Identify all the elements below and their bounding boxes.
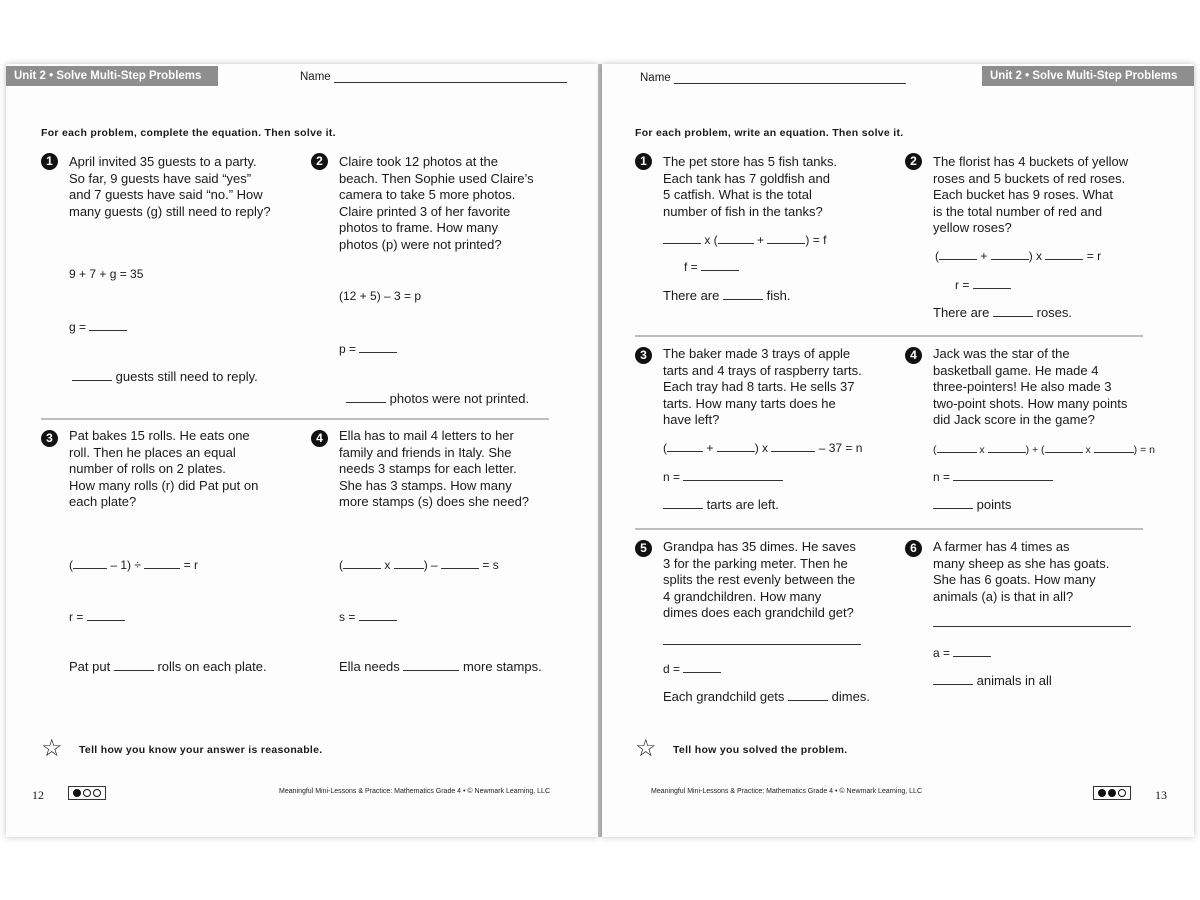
problem-text-line: camera to take 5 more photos.	[339, 187, 516, 203]
answer-blank[interactable]	[701, 260, 739, 271]
eq-part: +	[980, 249, 988, 263]
problem-number-4: 4	[905, 347, 922, 364]
problem-text-line: roses and 5 buckets of red roses.	[933, 170, 1126, 186]
instructions: For each problem, complete the equation. Then solve it.	[41, 127, 336, 139]
problem-5-text	[663, 539, 903, 622]
answer-blank[interactable]	[394, 558, 424, 569]
problem-1-equation: 9 + 7 + g = 35	[69, 267, 144, 281]
eq-part: x	[1085, 444, 1091, 456]
problem-text-line: tarts. How many tarts does he	[663, 395, 836, 411]
eq-part: ) x	[1028, 249, 1043, 263]
answer-blank[interactable]	[683, 662, 721, 673]
footer-copyright: Meaningful Mini-Lessons & Practice: Mathematics Grade 4 • © Newmark Learning, LLC	[279, 788, 551, 795]
problem-4-equation	[933, 442, 1155, 456]
problem-text-line: Jack was the star of the	[933, 346, 1070, 361]
sentence-text: rolls on each plate.	[157, 659, 267, 674]
eq-part: = s	[482, 558, 499, 572]
answer-variable: s =	[339, 610, 356, 624]
problem-3-answer	[663, 470, 783, 484]
problem-text-line: She has 3 stamps. How many	[339, 477, 512, 493]
sentence-text: tarts are left.	[706, 497, 779, 512]
problem-number-5: 5	[635, 540, 652, 557]
answer-variable: f =	[684, 260, 698, 274]
problem-text-line: yellow roses?	[933, 220, 1012, 236]
problem-text-line: How many rolls (r) did Pat put on	[69, 477, 259, 493]
problem-text-line: beach. Then Sophie used Claire’s	[339, 170, 534, 186]
answer-blank[interactable]	[767, 233, 805, 244]
eq-part: ) = n	[1133, 444, 1155, 456]
sentence-text: more stamps.	[462, 659, 542, 674]
problem-number-6: 6	[905, 540, 922, 557]
eq-part: – 1) ÷	[110, 558, 141, 572]
problem-1-answer	[69, 320, 127, 334]
problem-text-line: Each tray had 8 tarts. He sells 37	[663, 379, 855, 395]
problem-text-line: did Jack score in the game?	[933, 412, 1095, 428]
footer-copyright: Meaningful Mini-Lessons & Practice: Mathematics Grade 4 • © Newmark Learning, LLC	[651, 788, 923, 795]
problem-text-line: Grandpa has 35 dimes. He saves	[663, 539, 856, 554]
problem-1-answer	[684, 260, 739, 274]
problem-text-line: April invited 35 guests to a party.	[69, 154, 257, 169]
answer-blank[interactable]	[973, 278, 1011, 289]
sentence-text: Each grandchild gets	[663, 689, 785, 704]
answer-variable: n =	[663, 470, 681, 484]
problem-6-sentence	[933, 673, 1052, 688]
problem-4-text	[933, 346, 1191, 429]
answer-blank[interactable]	[953, 470, 1053, 481]
problem-number-1: 1	[635, 153, 652, 170]
answer-blank[interactable]	[73, 558, 107, 569]
problem-text-line: Ella has to mail 4 letters to her	[339, 428, 514, 443]
problem-text-line: roll. Then he places an equal	[69, 444, 236, 460]
answer-variable: r =	[955, 278, 970, 292]
eq-part: (	[663, 441, 667, 455]
answer-blank[interactable]	[87, 610, 125, 621]
problem-1-text	[69, 154, 309, 220]
problem-text-line: Each tank has 7 goldfish and	[663, 170, 830, 186]
sentence-text: guests still need to reply.	[115, 369, 258, 384]
answer-blank[interactable]	[683, 470, 783, 481]
problem-text-line: and 7 guests have said “no.” How	[69, 187, 263, 203]
answer-blank[interactable]	[939, 249, 977, 260]
answer-blank[interactable]	[953, 646, 991, 657]
page-number: 13	[1155, 788, 1167, 802]
problem-text-line: Each bucket has 9 roses. What	[933, 187, 1113, 203]
problem-5-sentence	[663, 689, 870, 704]
answer-blank[interactable]	[663, 498, 703, 509]
problem-number-3: 3	[635, 347, 652, 364]
problem-3-sentence	[663, 497, 779, 512]
sentence-text: photos were not printed.	[389, 391, 530, 406]
problem-number-4: 4	[311, 430, 328, 447]
problem-text-line: family and friends in Italy. She	[339, 444, 512, 460]
problem-4-answer	[933, 470, 1053, 484]
sentence-text: animals in all	[976, 673, 1052, 688]
answer-blank[interactable]	[663, 233, 701, 244]
left-page	[6, 64, 598, 837]
answer-variable: r =	[69, 610, 84, 624]
problem-2-answer	[339, 342, 397, 356]
answer-blank[interactable]	[359, 610, 397, 621]
problem-text-line: Claire printed 3 of her favorite	[339, 203, 511, 219]
section-divider	[635, 528, 1143, 530]
answer-blank[interactable]	[933, 674, 973, 685]
sentence-text: roses.	[1036, 305, 1073, 320]
eq-part: ) x	[754, 441, 769, 455]
answer-blank[interactable]	[1045, 442, 1083, 453]
problem-text-line: So far, 9 guests have said “yes”	[69, 170, 252, 186]
problem-6-text	[933, 539, 1173, 605]
problem-2-text	[339, 154, 589, 254]
page-number: 12	[32, 788, 44, 802]
problem-text-line: number of fish in the tanks?	[663, 203, 823, 219]
eq-part: – 37 = n	[818, 441, 863, 455]
sentence-text: fish.	[766, 288, 791, 303]
sentence-text: points	[976, 497, 1012, 512]
problem-text-line: dimes does each grandchild get?	[663, 605, 854, 621]
problem-text-line: tarts and 4 trays of raspberry tarts.	[663, 362, 862, 378]
right-page	[602, 64, 1194, 837]
eq-part: +	[757, 233, 765, 247]
equation-line[interactable]	[663, 644, 861, 645]
problem-text-line: splits the rest evenly between the	[663, 572, 856, 588]
answer-blank[interactable]	[346, 392, 386, 403]
answer-blank[interactable]	[72, 370, 112, 381]
eq-part: +	[706, 441, 714, 455]
problem-3-equation	[69, 558, 198, 572]
problem-number-2: 2	[905, 153, 922, 170]
problem-text-line: many guests (g) still need to reply?	[69, 203, 271, 219]
problem-4-sentence	[339, 659, 542, 674]
problem-number-3: 3	[41, 430, 58, 447]
eq-part: (	[339, 558, 343, 572]
problem-4-equation	[339, 558, 499, 572]
problem-3-text	[69, 428, 309, 511]
eq-part: = r	[183, 558, 198, 572]
problem-5-answer	[663, 662, 721, 676]
problem-1-sentence	[72, 369, 258, 384]
unit-tab: Unit 2 • Solve Multi-Step Problems	[6, 66, 218, 86]
problem-text-line: photos to frame. How many	[339, 220, 498, 236]
problem-text-line: 4 grandchildren. How many	[663, 588, 822, 604]
answer-blank[interactable]	[667, 441, 703, 452]
instructions: For each problem, write an equation. Then solve it.	[635, 127, 904, 139]
star-prompt: Tell how you solved the problem.	[673, 744, 848, 756]
answer-blank[interactable]	[89, 320, 127, 331]
problem-text-line: 5 catfish. What is the total	[663, 187, 812, 203]
problem-text-line: have left?	[663, 412, 720, 428]
answer-blank[interactable]	[723, 289, 763, 300]
answer-blank[interactable]	[114, 660, 154, 671]
problem-text-line: The florist has 4 buckets of yellow	[933, 154, 1129, 169]
answer-variable: n =	[933, 470, 951, 484]
star-icon: ☆	[635, 735, 657, 762]
problem-text-line: needs 3 stamps for each letter.	[339, 461, 517, 477]
problem-2-sentence	[346, 391, 529, 406]
answer-blank[interactable]	[343, 558, 381, 569]
name-field[interactable]	[640, 71, 906, 84]
answer-blank[interactable]	[988, 442, 1026, 453]
star-prompt: Tell how you know your answer is reasonable.	[79, 744, 323, 756]
answer-blank[interactable]	[359, 342, 397, 353]
problem-text-line: 3 for the parking meter. Then he	[663, 555, 848, 571]
answer-blank[interactable]	[933, 498, 973, 509]
name-field[interactable]	[300, 70, 567, 83]
problem-1-sentence	[663, 288, 790, 303]
problem-1-equation	[663, 233, 826, 247]
problem-text-line: basketball game. He made 4	[933, 362, 1099, 378]
eq-part: = r	[1086, 249, 1102, 263]
section-divider	[635, 335, 1143, 337]
answer-blank[interactable]	[771, 441, 815, 452]
problem-3-equation	[663, 441, 862, 455]
problem-text-line: She has 6 goats. How many	[933, 572, 1096, 588]
eq-part: x (	[704, 233, 718, 247]
answer-variable: d =	[663, 662, 681, 676]
problem-text-line: is the total number of red and	[933, 203, 1103, 219]
problem-text-line: photos (p) were not printed?	[339, 236, 502, 252]
eq-part: (	[935, 249, 939, 263]
problem-4-text	[339, 428, 594, 511]
sentence-text: There are	[663, 288, 720, 303]
answer-blank[interactable]	[403, 660, 459, 671]
problem-3-text	[663, 346, 903, 429]
problem-text-line: Claire took 12 photos at the	[339, 154, 498, 169]
problem-1-text	[663, 154, 903, 220]
problem-text-line: many sheep as she has goats.	[933, 555, 1110, 571]
answer-blank[interactable]	[441, 558, 479, 569]
answer-variable: a =	[933, 646, 951, 660]
name-label: Name	[640, 72, 671, 84]
problem-4-answer	[339, 610, 397, 624]
progress-dots-icon	[68, 786, 106, 800]
problem-number-2: 2	[311, 153, 328, 170]
problem-text-line: number of rolls on 2 plates.	[69, 461, 226, 477]
sentence-text: Pat put	[69, 659, 111, 674]
answer-blank[interactable]	[1094, 442, 1134, 453]
answer-blank[interactable]	[718, 233, 754, 244]
sentence-text: dimes.	[831, 689, 870, 704]
name-label: Name	[300, 71, 331, 83]
eq-part: x	[384, 558, 391, 572]
problem-text-line: more stamps (s) does she need?	[339, 494, 530, 510]
problem-3-answer	[69, 610, 125, 624]
eq-part: ) –	[423, 558, 438, 572]
problem-2-answer	[955, 278, 1011, 292]
problem-number-1: 1	[41, 153, 58, 170]
section-divider	[41, 418, 549, 420]
answer-blank[interactable]	[717, 441, 755, 452]
problem-2-text	[933, 154, 1191, 237]
problem-text-line: Pat bakes 15 rolls. He eats one	[69, 428, 250, 443]
answer-blank[interactable]	[991, 249, 1029, 260]
problem-text-line: The baker made 3 trays of apple	[663, 346, 851, 361]
problem-text-line: each plate?	[69, 494, 137, 510]
sentence-text: There are	[933, 305, 990, 320]
problem-2-equation	[935, 249, 1101, 263]
eq-part: ) = f	[805, 233, 827, 247]
answer-blank[interactable]	[788, 690, 828, 701]
eq-part: x	[979, 444, 985, 456]
answer-blank[interactable]	[1045, 249, 1083, 260]
equation-line[interactable]	[933, 626, 1131, 627]
star-icon: ☆	[41, 735, 63, 762]
problem-3-sentence	[69, 659, 267, 674]
answer-blank[interactable]	[144, 558, 180, 569]
problem-text-line: The pet store has 5 fish tanks.	[663, 154, 838, 169]
eq-part: ) + (	[1025, 444, 1045, 456]
eq-part: (	[69, 558, 73, 572]
problem-text-line: two-point shots. How many points	[933, 395, 1128, 411]
problem-2-equation: (12 + 5) – 3 = p	[339, 289, 422, 303]
progress-dots-icon	[1093, 786, 1131, 800]
answer-variable: p =	[339, 342, 357, 356]
answer-blank[interactable]	[937, 442, 977, 453]
eq-part: (	[933, 444, 937, 456]
problem-6-answer	[933, 646, 991, 660]
answer-blank[interactable]	[993, 306, 1033, 317]
problem-2-sentence	[933, 305, 1072, 320]
problem-text-line: A farmer has 4 times as	[933, 539, 1070, 554]
problem-text-line: animals (a) is that in all?	[933, 588, 1074, 604]
problem-text-line: three-pointers! He also made 3	[933, 379, 1112, 395]
answer-variable: g =	[69, 320, 87, 334]
sentence-text: Ella needs	[339, 659, 400, 674]
unit-tab: Unit 2 • Solve Multi-Step Problems	[982, 66, 1194, 86]
problem-4-sentence	[933, 497, 1011, 512]
